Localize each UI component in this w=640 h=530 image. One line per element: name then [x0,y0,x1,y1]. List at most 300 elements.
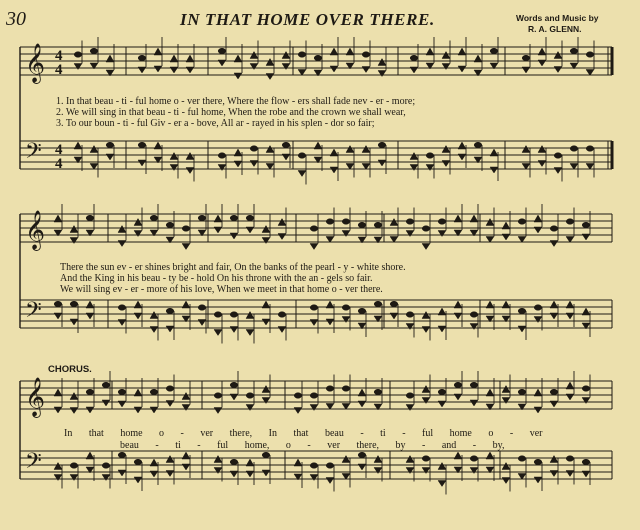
note-head [374,389,382,395]
note-head [438,326,446,332]
note-head [86,452,94,459]
time-signature: 4 [55,156,63,172]
note-head [586,52,594,58]
note-head [70,319,78,325]
note-head [166,222,174,228]
note-head [422,244,430,250]
note-head [294,459,302,466]
note-head [342,386,350,392]
note-head [490,48,498,54]
note-head [310,305,318,311]
note-head [118,305,126,311]
note-head [214,330,222,336]
note-head [138,55,146,61]
note-head [118,452,126,458]
note-head [470,312,478,318]
note-head [410,67,418,73]
note-head [550,456,558,463]
note-head [54,313,62,319]
note-head [246,330,254,336]
note-head [138,160,146,166]
treble-clef-icon: 𝄞 [25,377,46,417]
note-head [474,142,482,148]
note-head [406,393,414,399]
note-head [118,226,126,233]
note-head [150,327,158,333]
note-head [246,405,254,411]
note-head [358,401,366,407]
note-head [230,382,238,388]
note-head [570,146,578,152]
note-head [458,66,466,72]
system-2-line-3: We will sing ev - er - more of his love, When we meet in that home o - ver there. [60,284,383,295]
note-head [378,59,386,66]
note-head [70,226,78,233]
note-head [266,74,274,80]
note-head [374,222,382,228]
note-head [426,153,434,159]
note-head [522,67,530,73]
note-head [346,146,354,153]
note-head [198,305,206,311]
treble-clef-icon: 𝄞 [25,210,46,250]
note-head [134,459,142,465]
note-head [374,456,382,463]
note-head [454,382,462,388]
note-head [310,320,318,326]
credit-line-1: Words and Music by [516,13,599,23]
note-head [314,55,322,61]
note-head [170,153,178,160]
note-head [582,398,590,404]
note-head [166,308,174,314]
note-head [182,226,190,232]
note-head [422,226,430,232]
note-head [182,464,190,470]
note-head [550,226,558,232]
note-head [266,59,274,66]
page-number: 30 [6,8,26,30]
note-head [150,471,158,477]
note-head [234,149,242,156]
note-head [138,142,146,148]
note-head [298,171,306,177]
note-head [438,463,446,470]
note-head [310,475,318,481]
note-head [70,408,78,414]
note-head [554,67,562,73]
note-head [342,219,350,225]
note-head [358,452,366,458]
note-head [134,407,142,413]
note-head [150,459,158,466]
note-head [358,389,366,396]
note-head [246,459,254,466]
note-head [282,154,290,160]
note-head [166,401,174,407]
note-head [282,142,290,148]
note-head [246,312,254,319]
note-head [282,52,290,59]
note-head [570,48,578,54]
note-head [406,231,414,237]
note-head [246,393,254,399]
note-head [234,161,242,167]
note-head [406,324,414,330]
note-head [170,165,178,171]
note-head [70,393,78,400]
note-head [214,456,222,463]
note-head [550,389,558,395]
note-head [262,226,270,233]
note-head [326,219,334,225]
chorus-upper-lyrics: In that home o - ver there, In that beau - ti - ful home o - ver [64,428,543,439]
note-head [294,408,302,414]
verse-2-line: 2. We will sing in that beau - ti - ful home, When the robe and the crown we shall wear, [56,107,406,118]
note-head [54,475,62,481]
note-head [70,301,78,307]
note-head [390,301,398,307]
note-head [518,389,526,395]
note-head [454,215,462,222]
note-head [582,471,590,477]
note-head [566,394,574,400]
note-head [342,305,350,311]
note-head [106,154,114,160]
note-head [246,471,254,477]
note-head [442,52,450,59]
note-head [86,313,94,319]
note-head [406,312,414,318]
note-head [186,55,194,62]
note-head [378,142,386,148]
note-head [438,481,446,487]
note-head [150,312,158,319]
note-head [138,67,146,73]
note-head [342,231,350,237]
note-head [214,468,222,474]
note-head [358,464,366,470]
note-head [310,226,318,232]
note-head [54,301,62,307]
bass-clef-icon: 𝄢 [25,449,42,479]
note-head [474,55,482,62]
note-head [534,305,542,311]
note-head [410,55,418,61]
note-head [326,386,334,392]
note-head [378,160,386,166]
note-head [518,326,526,332]
note-head [438,389,446,395]
note-head [102,475,110,481]
note-head [454,394,462,400]
note-head [310,405,318,411]
note-head [442,161,450,167]
note-head [518,456,526,462]
note-head [214,312,222,318]
note-head [582,234,590,240]
note-head [422,456,430,462]
note-head [566,313,574,319]
time-signature: 4 [55,48,63,64]
note-head [470,468,478,474]
note-head [422,327,430,333]
note-head [342,317,350,323]
note-head [454,313,462,319]
note-head [230,312,238,318]
chorus-label: CHORUS. [48,364,92,375]
note-head [154,66,162,72]
note-head [102,463,110,469]
note-head [538,60,546,66]
note-head [198,320,206,326]
note-head [186,67,194,73]
note-head [186,153,194,160]
note-head [230,215,238,221]
note-head [470,456,478,462]
note-head [150,389,158,395]
note-head [182,393,190,400]
note-head [310,393,318,399]
note-head [522,55,530,61]
note-head [406,456,414,463]
note-head [230,471,238,477]
note-head [70,238,78,244]
note-head [134,301,142,308]
note-head [262,386,270,393]
note-head [118,401,126,407]
note-head [86,389,94,395]
note-head [86,407,94,413]
note-head [266,146,274,153]
note-head [342,456,350,463]
note-head [486,389,494,396]
note-head [134,219,142,226]
treble-clef-icon: 𝄞 [25,43,46,83]
note-head [54,463,62,470]
note-head [150,215,158,221]
bass-staff-2 [20,300,612,328]
note-head [214,408,222,414]
note-head [186,168,194,174]
note-head [218,153,226,159]
note-head [538,161,546,167]
note-head [470,215,478,222]
note-head [282,64,290,70]
note-head [358,222,366,228]
note-head [582,459,590,465]
note-head [74,64,82,70]
note-head [442,146,450,153]
note-head [118,241,126,247]
note-head [54,407,62,413]
note-head [262,452,270,458]
note-head [250,64,258,70]
note-head [422,386,430,393]
note-head [534,215,542,222]
chorus-lower-lyrics: beau - ti - ful home, o - ver there, by - and - by, [120,440,505,451]
note-head [458,142,466,149]
note-head [550,471,558,477]
note-head [410,153,418,160]
note-head [554,52,562,59]
note-head [166,386,174,392]
note-head [534,477,542,483]
note-head [278,327,286,333]
note-head [362,146,370,153]
note-head [566,219,574,225]
note-head [582,222,590,228]
note-head [566,471,574,477]
note-head [566,301,574,308]
note-head [518,219,526,225]
note-head [314,142,322,149]
note-head [218,48,226,54]
note-head [310,244,318,250]
note-head [554,168,562,174]
note-head [470,400,478,406]
note-head [326,463,334,469]
bass-clef-icon: 𝄢 [25,139,42,169]
note-head [458,154,466,160]
note-head [550,301,558,308]
note-head [106,55,114,62]
system-2-line-1: There the sun ev - er shines bright and fair, On the banks of the pearl - y - white shore. [60,262,406,273]
note-head [582,308,590,315]
note-head [550,401,558,407]
note-head [534,227,542,233]
note-head [486,219,494,226]
credit-line-2: R. A. GLENN. [528,24,582,34]
note-head [330,167,338,173]
note-head [410,165,418,171]
note-head [102,382,110,388]
note-head [230,394,238,400]
note-head [406,468,414,474]
note-head [362,67,370,73]
note-head [362,52,370,58]
note-head [378,71,386,77]
note-head [438,401,446,407]
note-head [426,165,434,171]
note-head [458,48,466,55]
note-head [118,470,126,476]
note-head [214,215,222,222]
note-head [182,405,190,411]
note-head [330,66,338,72]
note-head [182,301,190,308]
note-head [438,308,446,315]
hymn-title: IN THAT HOME OVER THERE. [180,10,435,29]
note-head [246,227,254,233]
note-head [518,308,526,314]
note-head [310,463,318,469]
note-head [262,301,270,308]
note-head [490,167,498,173]
note-head [230,459,238,465]
note-head [86,215,94,221]
note-head [182,452,190,459]
note-head [182,244,190,250]
note-head [74,52,82,58]
note-head [566,382,574,389]
note-head [278,219,286,226]
note-head [358,308,366,314]
note-head [246,215,254,221]
verse-1-line: 1. In that beau - ti - ful home o - ver there, Where the flow - ers shall fade nev - er - more; [56,96,416,107]
note-head [70,463,78,469]
note-head [90,146,98,153]
note-head [470,382,478,388]
note-head [118,320,126,326]
note-head [586,146,594,152]
note-head [470,324,478,330]
note-head [134,313,142,319]
note-head [326,301,334,308]
note-head [502,463,510,470]
note-head [234,73,242,79]
note-head [534,389,542,396]
note-head [422,398,430,404]
note-head [106,142,114,148]
note-head [486,301,494,308]
note-head [218,60,226,66]
bass-clef-icon: 𝄢 [25,298,42,328]
note-head [54,215,62,222]
note-head [262,238,270,244]
note-head [534,459,542,465]
note-head [502,386,510,393]
note-head [262,319,270,325]
note-head [154,48,162,55]
verse-3-line: 3. To our boun - ti - ful Giv - er a - bove, All ar - rayed in his splen - dor so fair; [56,118,375,129]
note-head [134,477,142,483]
note-head [438,231,446,237]
note-head [262,470,270,476]
note-head [262,398,270,404]
note-head [250,146,258,152]
note-head [278,234,286,240]
note-head [90,48,98,54]
note-head [234,55,242,62]
note-head [326,319,334,325]
note-head [70,475,78,481]
note-head [390,219,398,226]
note-head [502,222,510,229]
note-head [538,146,546,153]
note-head [442,64,450,70]
note-head [422,312,430,319]
note-head [490,149,498,156]
note-head [582,386,590,392]
note-head [566,456,574,462]
note-head [454,301,462,308]
note-head [230,327,238,333]
note-head [374,468,382,474]
note-head [278,312,286,318]
note-head [250,52,258,59]
note-head [166,456,174,463]
note-head [550,313,558,319]
note-head [230,233,238,239]
note-head [502,478,510,484]
note-head [150,407,158,413]
note-head [502,301,510,308]
note-head [550,241,558,247]
time-signature: 4 [55,62,63,78]
note-head [454,452,462,459]
note-head [330,48,338,55]
